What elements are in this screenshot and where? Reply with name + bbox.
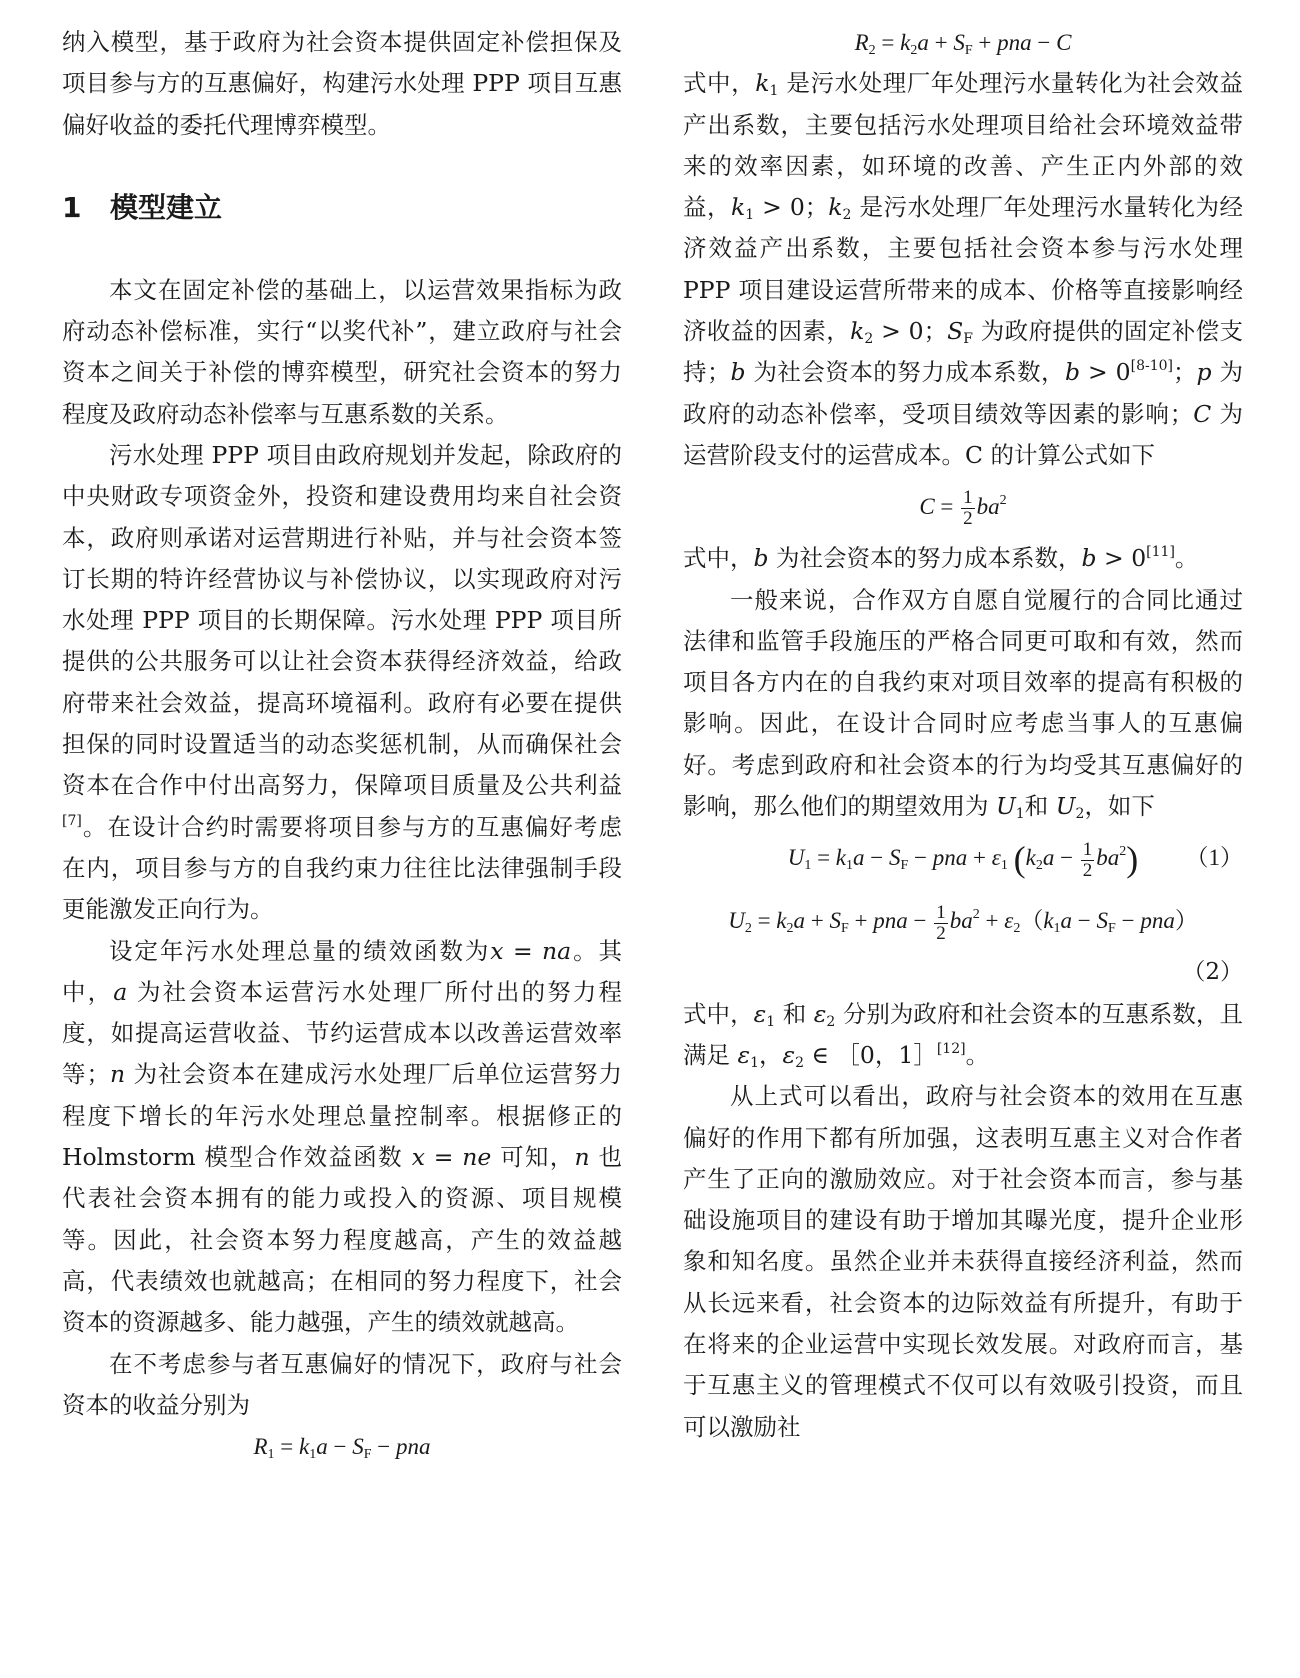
section-heading: 1 模型建立	[62, 191, 223, 225]
equation-r1: $R_1 = k_1a - S_F$ − pna	[253, 1434, 431, 1463]
equation-r2: $R_2 = k_2a + S_F$ + pna − C	[854, 30, 1072, 58]
paragraph: 设定年污水处理总量的绩效函数为x = na。其中，a 为社会资本运营污水处理厂所付出的努力程度，如提高运营收益、节约运营成本以改善运营效率等；n 为社会资本在建成污水处理厂后单位运营努力程度下增长的年污水处理总量控制率。根据修正的 Holmstorm 模型合作效益函数 x = ne 可知，n 也代表社会资本拥有的能力或投入的资源、项目规模等。因此，社会资本努力程度越高，产生的效益越高，代表绩效也就越高；在相同的努力程度下，社会资本的资源越多、能力越强，产生的绩效就越高。	[62, 936, 623, 1337]
paragraph: 纳入模型，基于政府为社会资本提供固定补偿担保及项目参与方的互惠偏好，构建污水处理 PPP 项目互惠偏好收益的委托代理博弈模型。	[62, 28, 622, 139]
paragraph: 式中，b 为社会资本的努力成本系数，b > 0[11]。	[683, 544, 1199, 573]
left-column	[62, 22, 622, 1467]
equation-number: （2）	[1182, 959, 1243, 986]
paragraph: 式中，$\varepsilon_1$ 和 $\varepsilon_2$ 分别为政府和社会资本的互惠系数，且满足 $\varepsilon_1$，$\varepsilon_2$ ∈ ［0，1］[12]。	[683, 999, 1243, 1071]
equation-number: （1）	[1185, 845, 1243, 871]
paragraph: 在不考虑参与者互惠偏好的情况下，政府与社会资本的收益分别为	[62, 1349, 622, 1419]
equation-u2: $U_2 = k_2a + S_F$ + pna − $\frac{1}{2}$ $ba^2 + \varepsilon_2(k_1a - S_F - pna)$	[728, 901, 1198, 944]
paragraph: 从上式可以看出，政府与社会资本的效用在互惠偏好的作用下都有所加强，这表明互惠主义对合作者产生了正向的激励效应。对于社会资本而言，参与基础设施项目的建设有助于增加其曝光度，提升企业形象和知名度。虽然企业并未获得直接经济利益，然而从长远来看，社会资本的边际效益有所提升，有助于在将来的企业运营中实现长效发展。对政府而言，基于互惠主义的管理模式不仅可以有效吸引投资，而且可以激励社	[683, 1082, 1243, 1441]
equation-u1: $U_1 = k_1a - S_F$ − pna + $\varepsilon_1$ ($k_2a$ − $\frac{1}{2}$ $ba^2$) （1）	[683, 827, 1243, 890]
paragraph: 式中，$k_1$ 是污水处理厂年处理污水量转化为社会效益产出系数，主要包括污水处理项目给社会环境效益带来的效率因素，如环境的改善、产生正内外部的效益，$k_1 > 0$；$k_2$ 是污水处理厂年处理污水量转化为经济效益产出系数，主要包括社会资本参与污水处理 PPP 项目建设运营所带来的成本、价格等直接影响经济收益的因素，$k_2 > 0$；$S_F$ 为政府提供的固定补偿支持；b 为社会资本的努力成本系数，b > 0[8-10]；p 为政府的动态补偿率，受项目绩效等因素的影响；C 为运营阶段支付的运营成本。C 的计算公式如下	[683, 69, 1243, 469]
paragraph: 本文在固定补偿的基础上，以运营效果指标为政府动态补偿标准，实行“以奖代补”，建立政府与社会资本之间关于补偿的博弈模型，研究社会资本的努力程度及政府动态补偿率与互惠系数的关系。	[62, 275, 622, 428]
equation-cost: C = $\frac{1}{2}$ $ba^2$	[919, 487, 1007, 530]
paragraph: 一般来说，合作双方自愿自觉履行的合同比通过法律和监管手段施压的严格合同更可取和有效，然而项目各方内在的自我约束对项目效率的提高有积极的影响。因此，在设计合同时应考虑当事人的互惠偏好。考虑到政府和社会资本的行为均受其互惠偏好的影响，那么他们的期望效用为 $U_1$和 $U_2$，如下	[683, 585, 1243, 823]
paragraph: 污水处理 PPP 项目由政府规划并发起，除政府的中央财政专项资金外，投资和建设费用均来自社会资本，政府则承诺对运营期进行补贴，并与社会资本签订长期的特许经营协议与补偿协议，以实现政府对污水处理 PPP 项目的长期保障。污水处理 PPP 项目所提供的公共服务可以让社会资本获得经济效益，给政府带来社会效益，提高环境福利。政府有必要在提供担保的同时设置适当的动态奖惩机制，从而确保社会资本在合作中付出高努力，保障项目质量及公共利益[7]。在设计合约时需要将项目参与方的互惠偏好考虑在内，项目参与方的自我约束力往往比法律强制手段更能激发正向行为。	[62, 440, 622, 924]
right-column	[683, 22, 1243, 1448]
